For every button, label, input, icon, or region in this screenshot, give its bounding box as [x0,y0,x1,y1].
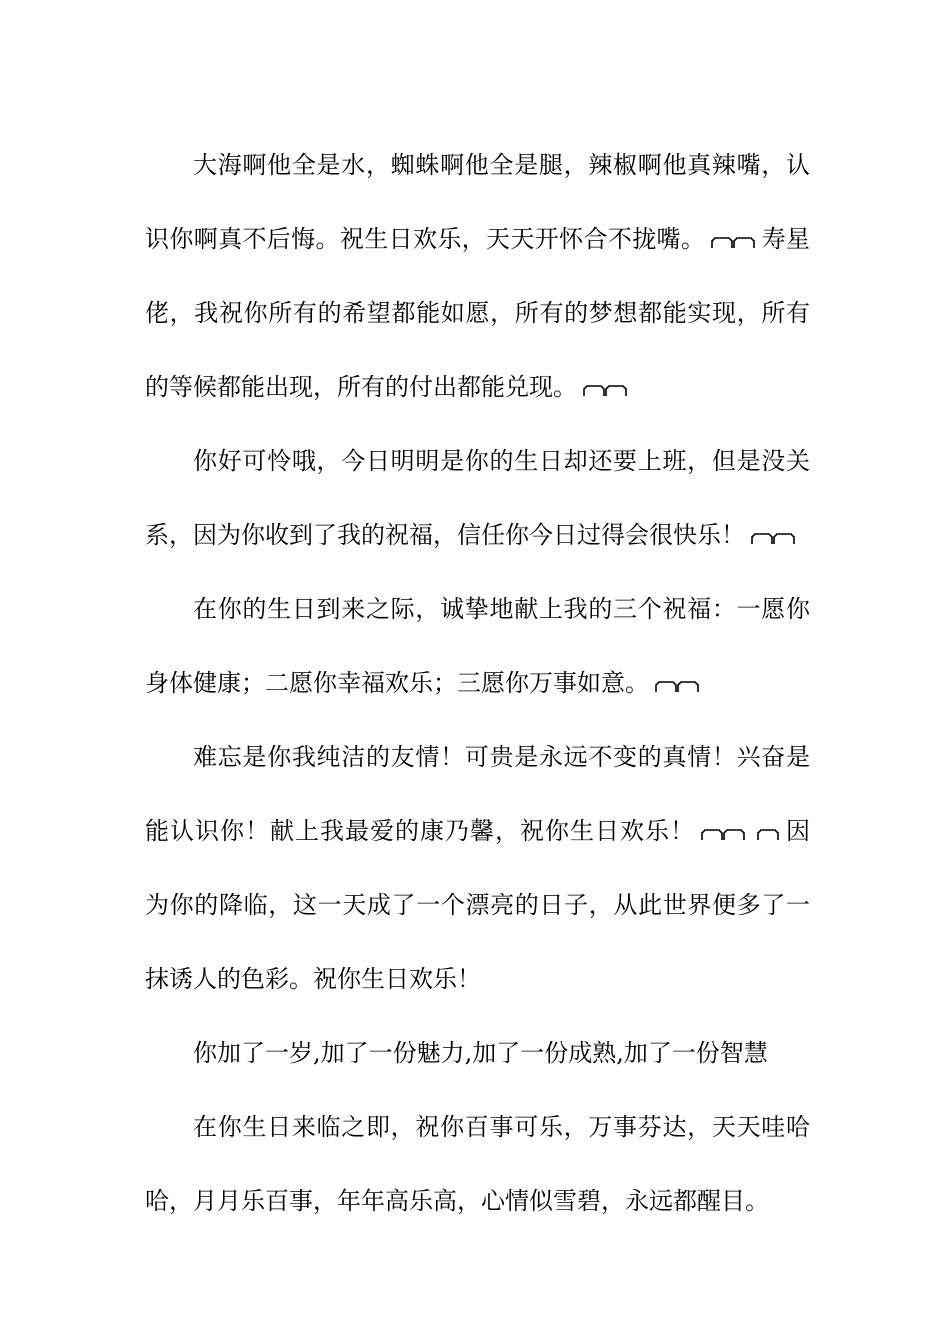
double-bracket-mark-icon [701,827,745,841]
paragraph [145,720,810,1016]
double-bracket-mark-icon [751,531,795,545]
paragraph-text: 寿星佬，我祝你所有的希望都能如愿，所有的梦想都能实现，所有的等候都能出现，所有的付出都能兑现。 [145,225,811,401]
paragraph-text: 因为你的降临，这一天成了一个漂亮的日子，从此世界便多了一抹诱人的色彩。祝你生日欢乐！ [145,817,810,993]
paragraph-text: 在你的生日到来之际，诚挚地献上我的三个祝福：一愿你身体健康；二愿你幸福欢乐；三愿你万事如意。 [145,595,810,697]
paragraph [145,572,810,720]
paragraph [145,424,810,572]
paragraph [145,1090,810,1238]
document-body [145,128,810,1238]
paragraph [145,1016,810,1090]
double-bracket-mark-icon [655,679,699,693]
paragraph-text: 大海啊他全是水，蜘蛛啊他全是腿，辣椒啊他真辣嘴，认识你啊真不后悔。祝生日欢乐，天天开怀合不拢嘴。 [145,151,810,253]
bracket-mark-icon [757,827,779,841]
double-bracket-mark-icon [711,235,755,249]
double-bracket-mark-icon [583,383,627,397]
paragraph [145,128,810,424]
paragraph-text: 你加了一岁,加了一份魅力,加了一份成熟,加了一份智慧 [193,1039,768,1067]
paragraph-text: 难忘是你我纯洁的友情！可贵是永远不变的真情！兴奋是能认识你！献上我最爱的康乃馨，祝你生日欢乐！ [145,743,810,845]
paragraph-text: 在你生日来临之即，祝你百事可乐，万事芬达，天天哇哈哈，月月乐百事，年年高乐高，心情似雪碧，永远都醒目。 [145,1113,810,1215]
paragraph-text: 你好可怜哦，今日明明是你的生日却还要上班，但是没关系，因为你收到了我的祝福，信任你今日过得会很快乐！ [145,447,810,549]
